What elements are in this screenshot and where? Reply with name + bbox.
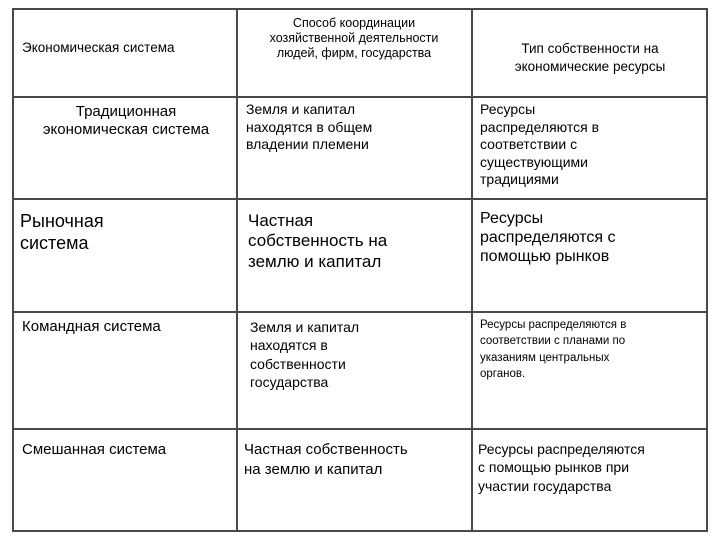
row-separator-1 bbox=[12, 96, 708, 98]
row-command-coordination: Земля и капитал находятся в собственности государства bbox=[250, 319, 360, 391]
row-mixed-coordination: Частная собственность на землю и капитал bbox=[244, 441, 408, 478]
table-border-bottom bbox=[12, 530, 708, 532]
row-separator-4 bbox=[12, 428, 708, 430]
row-market-system: Рыночная система bbox=[20, 211, 104, 253]
row-market-ownership: Ресурсы распределяются с помощью рынков bbox=[480, 210, 616, 266]
header-economic-system: Экономическая система bbox=[22, 40, 175, 55]
table-border-col2 bbox=[236, 8, 238, 532]
row-mixed-ownership: Ресурсы распределяются с помощью рынков при участии государства bbox=[478, 441, 645, 494]
table-border-left bbox=[12, 8, 14, 532]
row-traditional-ownership: Ресурсы распределяются в соответствии с существующими традициями bbox=[480, 101, 600, 187]
row-traditional-coordination: Земля и капитал находятся в общем владении племени bbox=[246, 101, 373, 152]
row-traditional-system: Традиционная экономическая система bbox=[42, 103, 210, 139]
row-mixed-system: Смешанная система bbox=[22, 441, 167, 458]
row-separator-2 bbox=[12, 198, 708, 200]
row-market-coordination: Частная собственность на землю и капитал bbox=[248, 211, 388, 271]
table-border-top bbox=[12, 8, 708, 10]
row-command-ownership: Ресурсы распределяются в соответствии с планами по указаниям центральных органов. bbox=[480, 319, 627, 380]
row-separator-3 bbox=[12, 311, 708, 313]
table-border-right bbox=[706, 8, 708, 532]
header-coordination-method: Способ координации хозяйственной деятельности людей, фирм, государства bbox=[269, 16, 439, 60]
header-ownership-type: Тип собственности на экономические ресурсы bbox=[514, 41, 666, 75]
row-command-system: Командная система bbox=[22, 318, 161, 335]
